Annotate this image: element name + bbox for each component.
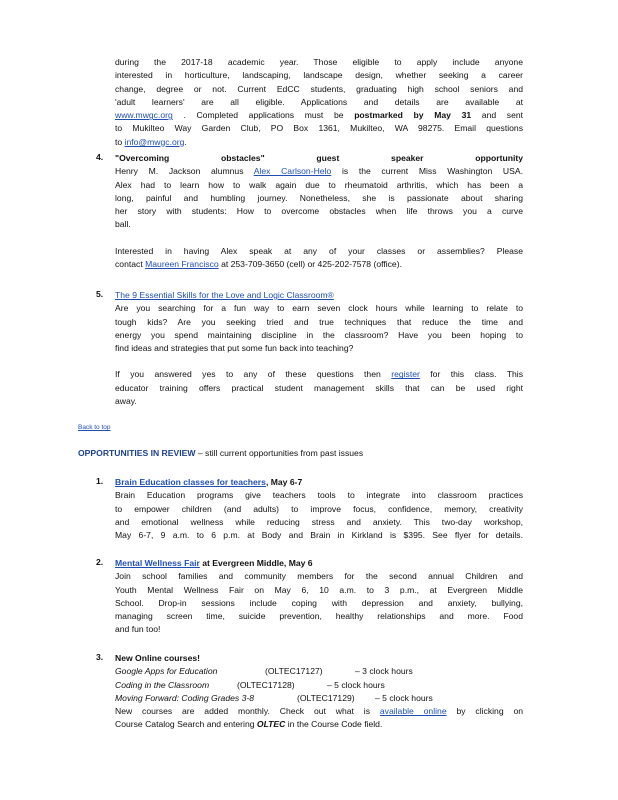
mwgc-link[interactable]: www.mwgc.org — [115, 110, 173, 121]
text: by clicking on — [456, 706, 524, 717]
item-title: "Overcoming obstacles" guest speaker opportunity — [115, 153, 523, 163]
text-line: Join school families and community members for the second annual Children and — [115, 571, 523, 582]
course-code: (OLTEC17128) — [237, 679, 295, 690]
text-line — [115, 109, 523, 122]
course-code-term: OLTEC — [256, 719, 286, 730]
text-line: ball. — [115, 219, 131, 230]
section-heading — [78, 448, 458, 458]
text-line: to empower children (and adults) to improve focus, confidence, memory, creativity — [115, 503, 523, 514]
text-line: managing screen time, suicide prevention, healthy relationships and more. Food — [115, 611, 523, 622]
text-line: to Mukilteo Way Garden Club, PO Box 1361, Mukilteo, WA 98275. Email questions — [115, 123, 523, 134]
text-line: long, painful and humbling journey. Nonetheless, she is passionate about sharing — [115, 192, 523, 203]
section-title: OPPORTUNITIES IN REVIEW — [78, 448, 196, 458]
item-5 — [115, 289, 523, 408]
maureen-link[interactable]: Maureen Francisco — [145, 259, 219, 270]
course-hours: – 3 clock hours — [355, 666, 413, 677]
text: . — [184, 136, 187, 147]
text: and sent — [481, 110, 524, 121]
text-line: and fun too! — [115, 624, 161, 635]
register-link[interactable]: register — [391, 369, 420, 380]
text: to — [115, 136, 123, 147]
text-line: find ideas and strategies that put some fun back into teaching? — [115, 343, 354, 354]
text: is the current Miss Washington USA. — [341, 166, 523, 177]
item-number: 5. — [96, 289, 104, 299]
text-line: Alex had to learn how to walk again due to rheumatoid arthritis, which has been a — [115, 179, 523, 190]
available-online-link[interactable]: available online — [379, 706, 447, 717]
text-line: tough kids? Are you seeking tried and true techniques that reduce the time and — [115, 316, 523, 327]
brain-education-link[interactable]: Brain Education classes for teachers — [115, 477, 266, 487]
alex-link[interactable]: Alex Carlson-Helo — [253, 166, 332, 177]
course-hours: – 5 clock hours — [375, 692, 433, 703]
course-line — [115, 679, 523, 692]
text-line — [115, 557, 523, 570]
back-to-top-link[interactable]: Back to top — [78, 424, 111, 431]
text-line — [115, 705, 523, 718]
course-code: (OLTEC17129) — [297, 692, 355, 703]
text-line: energy you spend maintaining discipline in the classroom? Have you been hoping to — [115, 329, 523, 340]
item-date: at Evergreen Middle, May 6 — [202, 558, 313, 568]
text-line — [115, 368, 523, 381]
course-line — [115, 692, 523, 705]
text: If you answered yes to any of these questions then — [115, 369, 381, 380]
text-line: Interested in having Alex speak at any of your classes or assemblies? Please — [115, 245, 523, 256]
course-line — [115, 665, 523, 678]
text-line: during the 2017-18 academic year. Those eligible to apply include anyone — [115, 57, 523, 67]
text: in the Course Code field. — [287, 719, 383, 730]
text: New courses are added monthly. Check out what is — [115, 706, 370, 717]
love-logic-link[interactable]: The 9 Essential Skills for the Love and Logic Classroom® — [115, 290, 334, 300]
course-name: Moving Forward: Coding Grades 3-8 — [115, 692, 254, 703]
text-line — [115, 476, 523, 489]
text-line: her story with students: How to overcome obstacles when life throws you a curve — [115, 206, 523, 217]
intro-paragraph — [115, 56, 523, 149]
text: Henry M. Jackson alumnus — [115, 166, 244, 177]
text-line: change, degree or not. Current EdCC students, graduating high school seniors and — [115, 83, 523, 94]
text-line — [115, 718, 523, 731]
item-number: 3. — [96, 652, 104, 662]
item-4 — [115, 152, 523, 271]
text-line: May 6-7, 9 a.m. to 6 p.m. at Body and Brain in Kirkland is $395. See flyer for details. — [115, 530, 523, 541]
item-number: 4. — [96, 152, 104, 162]
wellness-fair-link[interactable]: Mental Wellness Fair — [115, 558, 200, 568]
text: for this class. This — [430, 369, 523, 380]
item-title: New Online courses! — [115, 653, 201, 663]
course-hours: – 5 clock hours — [327, 679, 385, 690]
text-line: Are you searching for a fun way to earn seven clock hours while learning to relate to — [115, 303, 523, 314]
text-line: Brain Education programs give teachers tools to integrate into classroom practices — [115, 490, 523, 501]
item-number: 2. — [96, 557, 104, 567]
section-subtitle: – still current opportunities from past issues — [197, 448, 364, 458]
text-line: away. — [115, 396, 137, 407]
course-code: (OLTEC17127) — [265, 666, 323, 677]
email-link[interactable]: info@mwgc.org — [124, 136, 185, 147]
item-number: 1. — [96, 476, 104, 486]
review-item-3 — [115, 652, 523, 732]
course-name: Coding in the Classroom — [115, 679, 210, 690]
text-line: and emotional wellness while reducing stress and anxiety. This two-day workshop, — [115, 516, 523, 527]
text: . Completed applications must be — [183, 110, 344, 121]
deadline-text: postmarked by May 31 — [354, 110, 472, 121]
review-item-1 — [115, 476, 523, 542]
text: Course Catalog Search and entering — [115, 719, 255, 730]
text-line — [115, 258, 523, 271]
text: at 253-709-3650 (cell) or 425-202-7578 (office). — [221, 259, 402, 270]
text-line — [115, 165, 523, 178]
text-line — [115, 136, 523, 149]
text-line: educator training offers practical student management skills that can be used right — [115, 382, 523, 393]
text-line — [115, 289, 523, 302]
review-item-2 — [115, 557, 523, 637]
text-line: Youth Mental Wellness Fair on May 6, 10 a.m. to 3 p.m., at Evergreen Middle — [115, 584, 523, 595]
text-line: School. Drop-in sessions include coping with depression and anxiety, bullying, — [115, 597, 523, 608]
course-name: Google Apps for Education — [115, 666, 218, 677]
text: contact — [115, 259, 143, 270]
item-date: , May 6-7 — [265, 477, 303, 487]
text-line: interested in horticulture, landscaping, landscape design, whether seeking a career — [115, 70, 523, 81]
text-line: 'adult learners' are all eligible. Applications and details are available at — [115, 96, 523, 107]
